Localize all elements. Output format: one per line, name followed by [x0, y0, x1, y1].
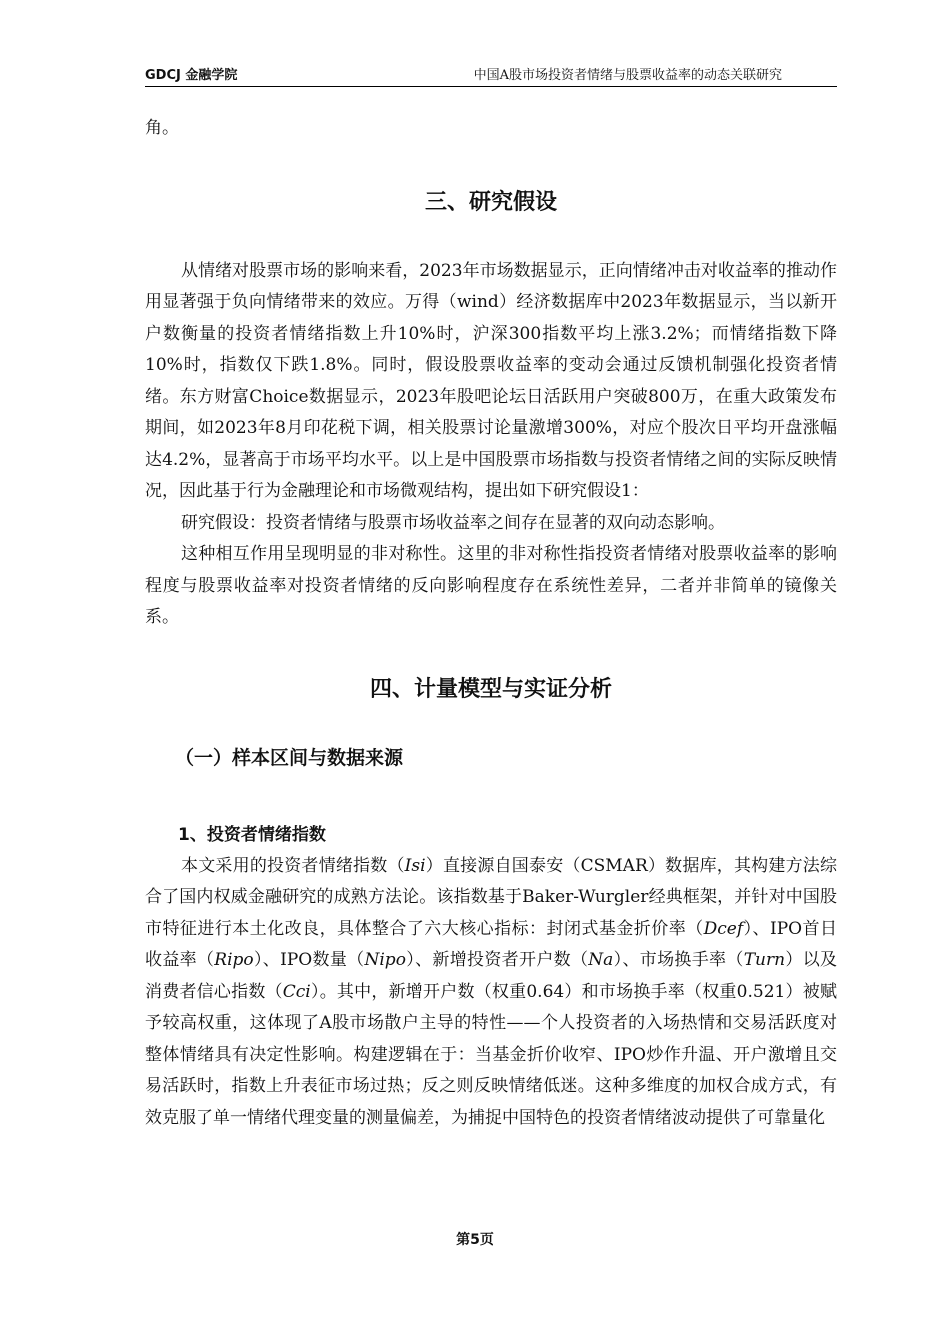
variable-nipo: Nipo: [364, 950, 406, 970]
subsubsection-heading-sentiment-index: 1、投资者情绪指数: [178, 824, 326, 845]
page-number: 第5页: [456, 1232, 494, 1248]
hypothesis-paragraph-1: 从情绪对股票市场的影响来看，2023年市场数据显示，正向情绪冲击对收益率的推动作用显著强于负向情绪带来的效应。万得（wind）经济数据库中2023年数据显示，当以新开户数衡量的投资者情绪指数上升10%时，沪深300指数平均上涨3.2%；而情绪指数下降10%时，指数仅下跌1.8%。同时，假设股票收益率的变动会通过反馈机制强化投资者情绪。东方财富Choice数据显示，2023年股吧论坛日活跃用户突破800万，在重大政策发布期间，如2023年8月印花税下调，相关股票讨论量激增300%，对应个股次日平均开盘涨幅达4.2%，显著高于市场平均水平。以上是中国股票市场指数与投资者情绪之间的实际反映情况，因此基于行为金融理论和市场微观结构，提出如下研究假设1：: [145, 260, 837, 501]
variable-ripo: Ripo: [214, 950, 254, 970]
hypothesis-paragraph-2: 这种相互作用呈现明显的非对称性。这里的非对称性指投资者情绪对股票收益率的影响程度与股票收益率对投资者情绪的反向影响程度存在系统性差异，二者并非简单的镜像关系。: [145, 544, 837, 627]
hypothesis-statement: 研究假设：投资者情绪与股票市场收益率之间存在显著的双向动态影响。: [181, 512, 725, 533]
variable-isi: Isi: [404, 855, 426, 876]
page-body: [145, 113, 837, 1134]
section-heading-hypothesis: 三、研究假设: [424, 189, 557, 215]
section-heading-model: 四、计量模型与实证分析: [369, 676, 612, 702]
variable-turn: Turn: [743, 950, 786, 970]
variable-na: Na: [588, 950, 614, 970]
variable-dcef: Dcef: [703, 918, 744, 939]
header-institution: GDCJ 金融学院: [145, 68, 238, 83]
carry-over-text: 角。: [145, 118, 179, 138]
running-header: [145, 66, 837, 87]
header-paper-title: 中国A股市场投资者情绪与股票收益率的动态关联研究: [473, 68, 782, 83]
sentiment-index-paragraph: 本文采用的投资者情绪指数（Isi）直接源自国泰安（CSMAR）数据库，其构建方法综合了国内权威金融研究的成熟方法论。该指数基于Baker-Wurgler经典框架，并针对中国股市特征进行本土化改良，具体整合了六大核心指标：封闭式基金折价率（Dcef）、IPO首日收益率（Ripo）、IPO数量（Nipo）、新增投资者开户数（Na）、市场换手率（Turn）以及消费者信心指数（Cci）。其中，新增开户数（权重0.64）和市场换手率（权重0.521）被赋予较高权重，这体现了A股市场散户主导的特性——个人投资者的入场热情和交易活跃度对整体情绪具有决定性影响。构建逻辑在于：当基金折价收窄、IPO炒作升温、开户激增且交易活跃时，指数上升表征市场过热；反之则反映情绪低迷。这种多维度的加权合成方式，有效克服了单一情绪代理变量的测量偏差，为捕捉中国特色的投资者情绪波动提供了可靠量化: [145, 855, 838, 1128]
variable-cci: Cci: [282, 981, 311, 1002]
subsection-heading-sample: （一）样本区间与数据来源: [175, 746, 404, 769]
